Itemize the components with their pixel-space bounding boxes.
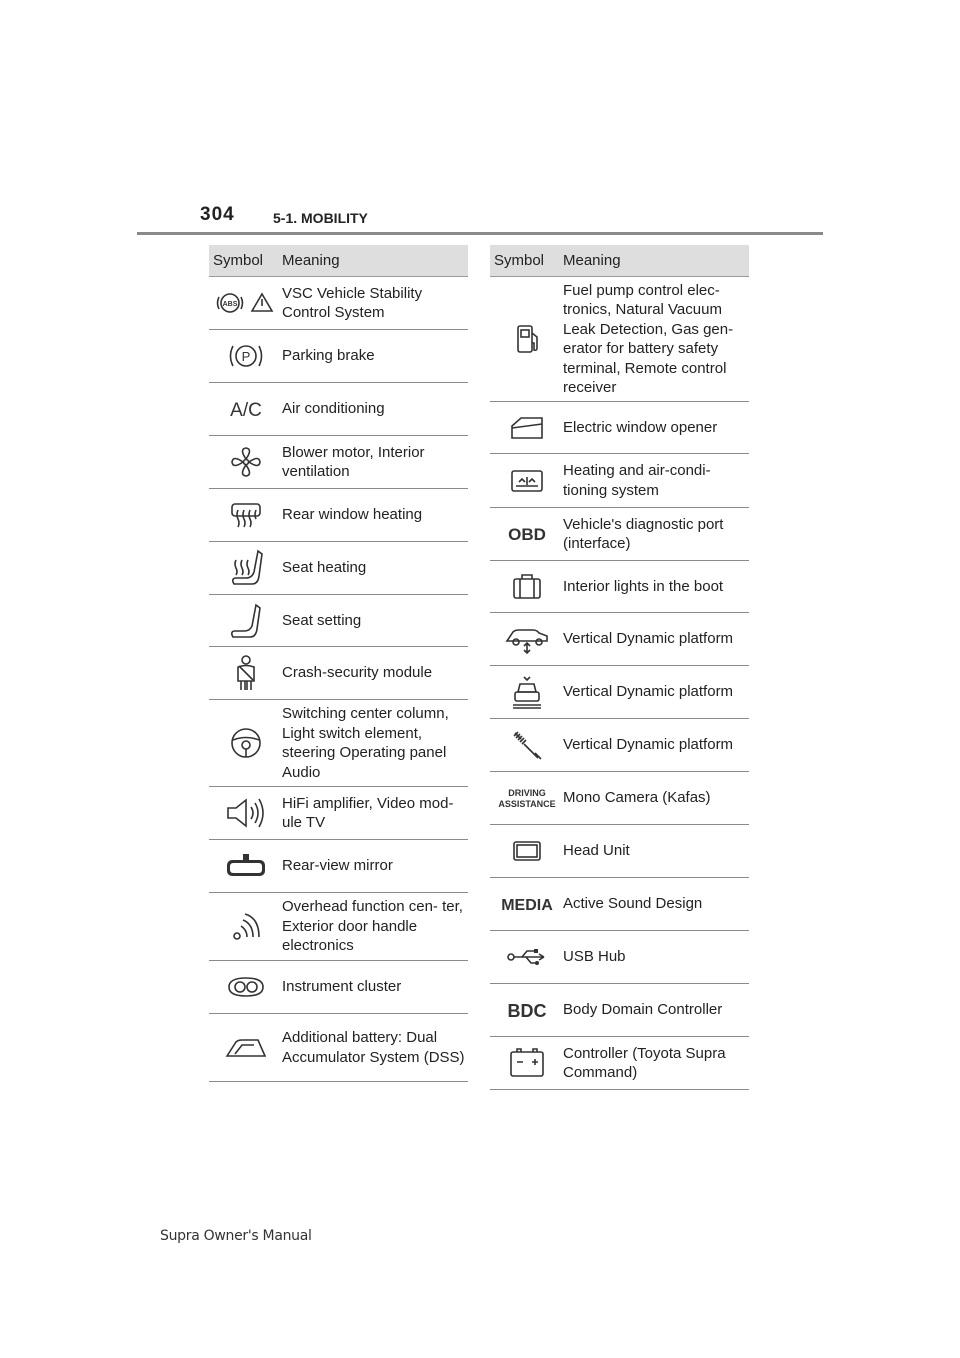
meaning-text: Controller (Toyota Supra Command): [563, 1044, 726, 1081]
bdc-icon: [490, 997, 563, 1023]
table-row: [209, 489, 468, 542]
table-row: [209, 383, 468, 436]
meaning-text: Vehicle's diagnostic port (interface): [563, 515, 724, 552]
table-row: [490, 878, 749, 931]
seat-heating-icon: [209, 548, 282, 588]
car-front-icon: [490, 674, 563, 710]
parking-brake-icon: [209, 341, 282, 371]
table-row: [209, 787, 468, 840]
table-row: [209, 436, 468, 489]
meaning-text: Heating and air-condi- tioning system: [563, 462, 711, 499]
table-row: [490, 772, 749, 825]
meaning-text: HiFi amplifier, Video mod- ule TV: [282, 794, 454, 831]
meaning-text: Crash-security module: [282, 664, 433, 682]
table-row: [490, 454, 749, 508]
symbol-column-header: Symbol: [213, 252, 264, 269]
abs-warning-icon: [209, 290, 282, 316]
table-row: [490, 984, 749, 1037]
controller-icon: [490, 1046, 563, 1080]
seatbelt-icon: [209, 653, 282, 693]
table-row: [209, 595, 468, 647]
table-row: [209, 840, 468, 893]
fuel-pump-icon: [490, 321, 563, 357]
meaning-text: Seat setting: [282, 611, 362, 629]
table-row: [490, 825, 749, 878]
meaning-text: Additional battery: Dual Accumulator System (DSS): [282, 1029, 465, 1066]
meaning-text: Rear window heating: [282, 506, 423, 524]
meaning-text: VSC Vehicle Stability Control System: [282, 284, 423, 321]
bdc-icon-text: BDC: [507, 1001, 546, 1021]
table-row: [209, 1014, 468, 1082]
svg-text:P: P: [241, 349, 250, 364]
speaker-icon: [209, 796, 282, 830]
mirror-icon: [209, 851, 282, 881]
climate-icon: [490, 467, 563, 495]
meaning-text: Mono Camera (Kafas): [563, 789, 711, 807]
car-roof-icon: [209, 1036, 282, 1060]
meaning-text: Parking brake: [282, 347, 375, 365]
meaning-text: Active Sound Design: [563, 895, 703, 913]
table-row: [209, 961, 468, 1014]
table-row: [490, 719, 749, 772]
driving-assistance-text-2: ASSISTANCE: [497, 799, 556, 809]
seat-icon: [209, 602, 282, 640]
header-rule: [137, 232, 823, 235]
table-row: [490, 666, 749, 719]
page-number: 304: [200, 204, 235, 225]
media-icon: [490, 891, 563, 917]
meaning-text: Blower motor, Interior ventilation: [282, 443, 425, 480]
table-row: [490, 508, 749, 561]
meaning-text: Interior lights in the boot: [563, 577, 724, 595]
usb-icon: [490, 945, 563, 969]
meaning-text: Vertical Dynamic platform: [563, 630, 734, 648]
symbol-table-right: [490, 245, 749, 1090]
meaning-column-header: Meaning: [282, 252, 340, 269]
meaning-text: Head Unit: [563, 842, 630, 860]
table-row: [490, 1037, 749, 1090]
svg-text:ABS: ABS: [222, 301, 237, 308]
table-row: [209, 893, 468, 961]
table-row: [209, 330, 468, 383]
shock-absorber-icon: [490, 727, 563, 763]
meaning-text: Electric window opener: [563, 418, 718, 436]
table-row: [490, 613, 749, 666]
table-header: [490, 245, 749, 277]
meaning-text: Switching center column, Light switch element, steering Operating panel Audio: [282, 705, 449, 781]
meaning-text: Air conditioning: [282, 400, 385, 418]
car-height-icon: [490, 624, 563, 654]
meaning-text: Fuel pump control elec- tronics, Natural Vacuum Leak Detection, Gas gen- erator for battery safety terminal, Remote control receiver: [563, 281, 734, 396]
wireless-icon: [209, 910, 282, 944]
meaning-column-header: Meaning: [563, 252, 621, 269]
table-row: [490, 561, 749, 613]
table-row: [490, 931, 749, 984]
meaning-text: USB Hub: [563, 948, 626, 966]
meaning-text: Rear-view mirror: [282, 857, 393, 875]
steering-wheel-icon: [209, 725, 282, 761]
boot-light-icon: [490, 572, 563, 602]
table-row: [209, 647, 468, 700]
footer-text: Supra Owner's Manual: [160, 1228, 312, 1244]
meaning-text: Overhead function cen- ter, Exterior door handle electronics: [282, 898, 463, 955]
table-row: [209, 542, 468, 595]
driving-assistance-text-1: DRIVING: [507, 788, 546, 798]
meaning-text: Body Domain Controller: [563, 1001, 723, 1019]
obd-icon: [490, 521, 563, 547]
table-row: [209, 700, 468, 787]
instrument-cluster-icon: [209, 975, 282, 999]
driving-assistance-icon: [490, 785, 563, 811]
rear-defrost-icon: [209, 501, 282, 529]
symbol-table-left: [209, 245, 468, 1082]
table-row: [490, 277, 749, 402]
window-icon: [490, 414, 563, 442]
media-icon-text: MEDIA: [500, 897, 553, 914]
head-unit-icon: [490, 838, 563, 864]
meaning-text: Vertical Dynamic platform: [563, 736, 734, 754]
obd-icon-text: OBD: [507, 525, 546, 544]
symbol-column-header: Symbol: [494, 252, 545, 269]
table-row: [490, 402, 749, 454]
svg-text:A/C: A/C: [229, 400, 262, 421]
table-row: [209, 277, 468, 330]
meaning-text: Instrument cluster: [282, 978, 402, 996]
section-title: 5-1. MOBILITY: [273, 210, 368, 226]
meaning-text: Seat heating: [282, 559, 367, 577]
meaning-text: Vertical Dynamic platform: [563, 683, 734, 701]
fan-icon: [209, 445, 282, 479]
ac-icon: [209, 396, 282, 422]
table-header: [209, 245, 468, 277]
